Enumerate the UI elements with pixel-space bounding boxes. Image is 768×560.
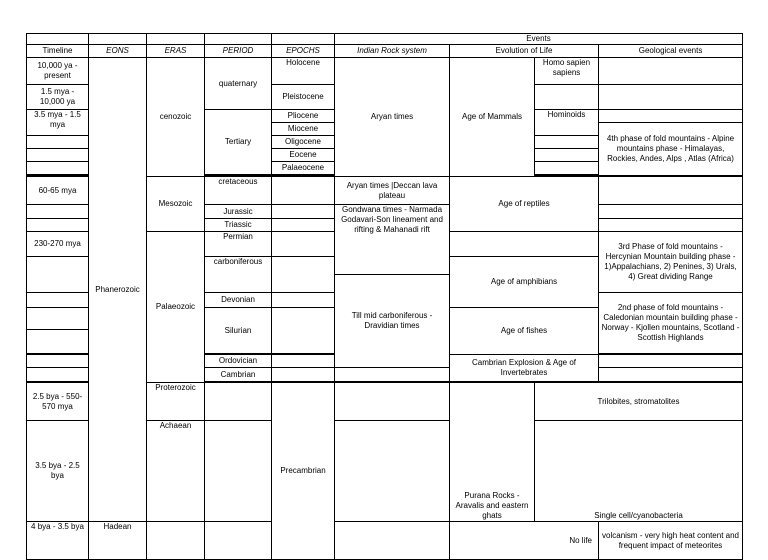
- blank-cell: [272, 257, 335, 293]
- blank-cell: [205, 383, 272, 421]
- epoch-oligocene: Oligocene: [272, 136, 335, 149]
- blank-cell: [599, 110, 743, 123]
- life-age-of-reptiles: Age of reptiles: [450, 177, 599, 232]
- blank-cell: [205, 421, 272, 522]
- blank-cell: [27, 136, 89, 149]
- period-ordovician: Ordovician: [205, 355, 272, 368]
- period-carboniferous: carboniferous: [205, 257, 272, 293]
- life-homo-sapien: Homo sapien sapiens: [535, 58, 599, 85]
- header-period: PERIOD: [205, 45, 272, 58]
- eon-proterozoic: Proterozoic: [147, 383, 205, 421]
- header-eons: EONS: [89, 45, 147, 58]
- eon-hadean: Hadean: [89, 522, 147, 560]
- epoch-miocene: Miocene: [272, 123, 335, 136]
- epoch-pleistocene: Pleistocene: [272, 85, 335, 110]
- era-cenozoic: cenozoic: [147, 58, 205, 177]
- blank-cell: [535, 149, 599, 162]
- blank-cell: [27, 308, 89, 330]
- blank-cell: [599, 85, 743, 110]
- rock-purana: Purana Rocks - Aravalis and eastern ghats: [450, 383, 535, 522]
- rock-gondwana: Gondwana times - Narmada Godavari-Son lineament and rifting & Mahanadi rift: [335, 205, 450, 275]
- events-header: Events: [335, 34, 743, 45]
- header-timeline: Timeline: [27, 45, 89, 58]
- blank-cell: [272, 205, 335, 219]
- blank-cell: [272, 308, 335, 354]
- blank-cell: [27, 162, 89, 175]
- life-trilobites: Trilobites, stromatolites: [535, 383, 743, 421]
- blank-cell: [599, 177, 743, 205]
- eon-achaean: Achaean: [147, 421, 205, 522]
- header-eras: ERAS: [147, 45, 205, 58]
- blank-cell: [335, 421, 450, 522]
- blank-cell: [27, 330, 89, 354]
- blank-cell: [272, 232, 335, 257]
- period-permian: Permian: [205, 232, 272, 257]
- timeline-cell: 230-270 mya: [27, 232, 89, 257]
- blank-cell: [89, 34, 147, 45]
- geo-alpine-phase: 4th phase of fold mountains - Alpine mountains phase - Himalayas, Rockies, Andes, Alps , Atlas (Africa): [599, 123, 743, 176]
- blank-cell: [272, 219, 335, 232]
- blank-cell: [27, 293, 89, 308]
- blank-cell: [535, 162, 599, 175]
- blank-cell: [335, 368, 450, 382]
- blank-cell: [272, 293, 335, 308]
- epoch-pliocene: Pliocene: [272, 110, 335, 123]
- timeline-cell: 3.5 mya - 1.5 mya: [27, 110, 89, 136]
- blank-cell: [450, 232, 599, 257]
- period-silurian: Silurian: [205, 308, 272, 354]
- blank-cell: [205, 522, 272, 560]
- geo-caledonian-phase: 2nd phase of fold mountains - Caledonian mountain building phase - Norway - Kjollen mountains, Scotland - Scottish Highlands: [599, 293, 743, 354]
- period-precambrian: Precambrian: [272, 383, 335, 560]
- life-age-of-fishes: Age of fishes: [450, 308, 599, 355]
- period-cambrian: Cambrian: [205, 368, 272, 382]
- blank-cell: [27, 219, 89, 232]
- blank-cell: [272, 177, 335, 205]
- period-jurassic: Jurassic: [205, 205, 272, 219]
- life-hominoids: Hominoids: [535, 110, 599, 136]
- period-quaternary: quaternary: [205, 58, 272, 110]
- timeline-cell: 10,000 ya - present: [27, 58, 89, 85]
- header-indian-rock-system: Indian Rock system: [335, 45, 450, 58]
- eon-phanerozoic: Phanerozoic: [89, 58, 147, 522]
- blank-cell: [272, 368, 335, 382]
- geo-volcanism: volcanism - very high heat content and frequent impact of meteorites: [599, 522, 743, 560]
- header-evolution-of-life: Evolution of Life: [450, 45, 599, 58]
- blank-cell: [599, 219, 743, 232]
- rock-dravidian: Till mid carboniferous - Dravidian times: [335, 275, 450, 368]
- header-epochs: EPOCHS: [272, 45, 335, 58]
- life-age-of-amphibians: Age of amphibians: [450, 257, 599, 308]
- blank-cell: [205, 34, 272, 45]
- era-palaeozoic: Palaeozoic: [147, 232, 205, 383]
- blank-cell: [272, 355, 335, 368]
- epoch-palaeocene: Palaeocene: [272, 162, 335, 175]
- life-cambrian-explosion: Cambrian Explosion & Age of Invertebrates: [450, 355, 599, 382]
- timeline-cell: 2.5 bya - 550-570 mya: [27, 383, 89, 421]
- blank-cell: [535, 85, 599, 110]
- blank-cell: [27, 149, 89, 162]
- life-single-cell: Single cell/cyanobacteria: [535, 421, 743, 522]
- blank-cell: [27, 355, 89, 368]
- timeline-cell: 3.5 bya - 2.5 bya: [27, 421, 89, 522]
- blank-cell: [27, 205, 89, 219]
- life-age-of-mammals: Age of Mammals: [450, 58, 535, 177]
- timeline-cell: 1.5 mya - 10,000 ya: [27, 85, 89, 110]
- header-geological-events: Geological events: [599, 45, 743, 58]
- era-mesozoic: Mesozoic: [147, 177, 205, 232]
- blank-cell: [147, 522, 205, 560]
- geological-timescale-table: [26, 33, 743, 560]
- blank-cell: [599, 355, 743, 368]
- blank-cell: [599, 205, 743, 219]
- blank-cell: [599, 58, 743, 85]
- blank-cell: [335, 522, 450, 560]
- blank-cell: [599, 368, 743, 382]
- blank-cell: [272, 34, 335, 45]
- rock-aryan-deccan: Aryan times |Deccan lava plateau: [335, 177, 450, 205]
- blank-cell: [27, 368, 89, 382]
- timeline-cell: 4 bya - 3.5 bya: [27, 522, 89, 560]
- blank-cell: [27, 34, 89, 45]
- blank-cell: [535, 136, 599, 149]
- blank-cell: [335, 383, 450, 421]
- period-tertiary: Tertiary: [205, 110, 272, 175]
- period-triassic: Triassic: [205, 219, 272, 232]
- timeline-cell: 60-65 mya: [27, 177, 89, 205]
- period-cretaceous: cretaceous: [205, 177, 272, 205]
- period-devonian: Devonian: [205, 293, 272, 308]
- rock-aryan: Aryan times: [335, 58, 450, 177]
- blank-cell: [147, 34, 205, 45]
- life-no-life: No life: [450, 522, 599, 560]
- geo-hercynian-phase: 3rd Phase of fold mountains - Hercynian Mountain building phase - 1)Appalachians, 2) Penines, 3) Urals, 4) Great dividing Range: [599, 232, 743, 293]
- blank-cell: [27, 257, 89, 293]
- epoch-eocene: Eocene: [272, 149, 335, 162]
- epoch-holocene: Holocene: [272, 58, 335, 85]
